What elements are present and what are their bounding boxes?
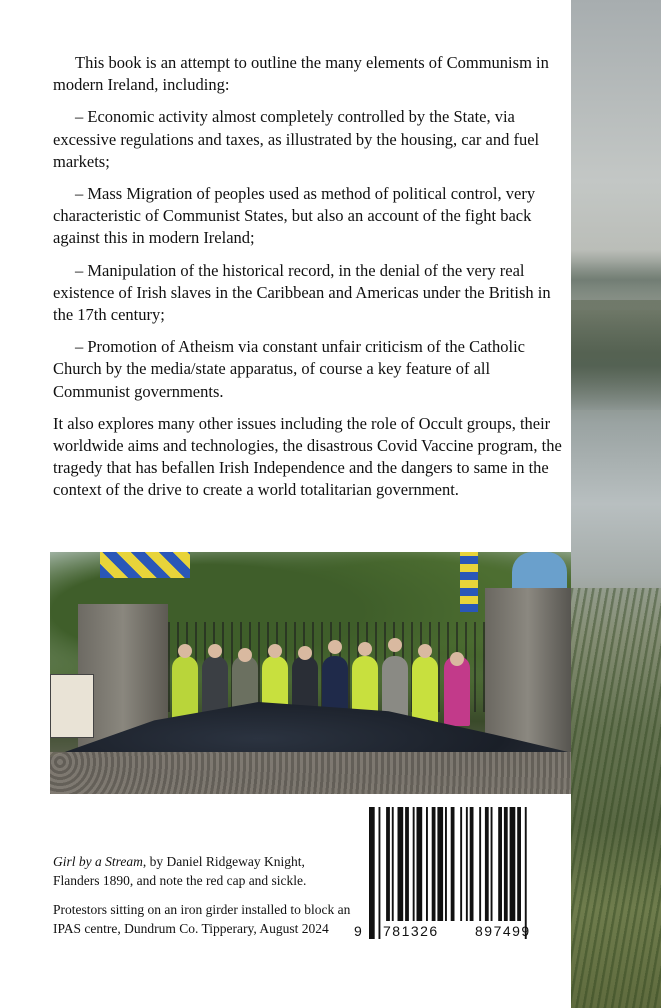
photo-caption: Protestors sitting on an iron girder installed to block an IPAS centre, Dundrum Co. Tipperary, August 2024	[53, 902, 351, 936]
photo-person	[412, 656, 438, 726]
barcode-bar	[386, 807, 390, 921]
barcode-bar	[369, 807, 375, 939]
barcode-group-right: 897499	[475, 923, 531, 939]
photo-person-head	[208, 644, 222, 658]
barcode-bar	[466, 807, 468, 921]
blurb-point-atheism: – Promotion of Atheism via constant unfair criticism of the Catholic Church by the media/state apparatus, of course a key feature of all Communist governments.	[53, 337, 526, 401]
photo-person-head	[298, 646, 312, 660]
barcode-bar	[413, 807, 415, 921]
barcode-bar	[426, 807, 428, 921]
barcode-bar	[432, 807, 436, 921]
barcode-bar	[491, 807, 493, 921]
painting-caption	[53, 852, 353, 890]
barcode-bar	[451, 807, 455, 921]
painting-riverbank	[571, 300, 661, 410]
barcode-bar	[392, 807, 394, 921]
photo-person-head	[268, 644, 282, 658]
barcode-bar	[485, 807, 489, 921]
blurb-intro: This book is an attempt to outline the many elements of Communism in modern Ireland, including:	[53, 53, 549, 95]
photo-poster	[50, 674, 94, 738]
photo-person	[444, 656, 470, 726]
photo-person-head	[418, 644, 432, 658]
barcode-group-left: 781326	[383, 923, 439, 939]
barcode-bar	[470, 807, 474, 921]
barcode-bar	[405, 807, 409, 921]
barcode-bar	[498, 807, 502, 921]
photo-person-head	[238, 648, 252, 662]
photo-flag-left	[100, 552, 190, 578]
photo-person-head	[450, 652, 464, 666]
photo-gravel	[50, 752, 571, 794]
cover-captions	[53, 852, 353, 948]
cover-painting-strip	[571, 0, 661, 1008]
photo-person-head	[328, 640, 342, 654]
painting-credit: , by Daniel Ridgeway Knight, Flanders 1890, and note the red cap and sickle.	[53, 854, 307, 888]
barcode-lead-digit: 9	[354, 923, 364, 939]
painting-title: Girl by a Stream	[53, 854, 143, 869]
back-cover-blurb	[53, 52, 563, 512]
barcode-bar	[510, 807, 516, 921]
barcode-bar	[479, 807, 481, 921]
isbn-barcode	[353, 805, 565, 945]
barcode-bar	[517, 807, 521, 921]
protest-photo	[50, 552, 571, 794]
barcode-bar	[437, 807, 443, 921]
blurb-point-history: – Manipulation of the historical record, in the denial of the very real existence of Irish slaves in the Caribbean and Americas under the British in the 17th century;	[53, 260, 551, 325]
blurb-point-migration: – Mass Migration of peoples used as method of political control, very characteristic of Communist States, but also an account of the fight back against this in modern Ireland;	[53, 184, 536, 248]
barcode-bar	[525, 807, 527, 939]
photo-person-head	[178, 644, 192, 658]
photo-person-head	[358, 642, 372, 656]
blurb-closing: It also explores many other issues including the role of Occult groups, their worldwide aims and technologies, the disastrous Covid Vaccine program, the tragedy that has befallen Irish Independence and the dangers to same in the context of the drive to create a world totalitarian government.	[53, 413, 562, 500]
photo-flag-right	[460, 552, 478, 612]
barcode-bar	[398, 807, 404, 921]
blurb-point-economy: – Economic activity almost completely controlled by the State, via excessive regulations and taxes, as illustrated by the housing, car and fuel markets;	[53, 107, 540, 171]
painting-reeds	[571, 588, 661, 1008]
barcode-bar	[504, 807, 508, 921]
photo-person-head	[388, 638, 402, 652]
barcode-bar	[417, 807, 423, 921]
barcode-bar	[460, 807, 462, 921]
barcode-bar	[445, 807, 447, 921]
barcode-bar	[379, 807, 381, 939]
